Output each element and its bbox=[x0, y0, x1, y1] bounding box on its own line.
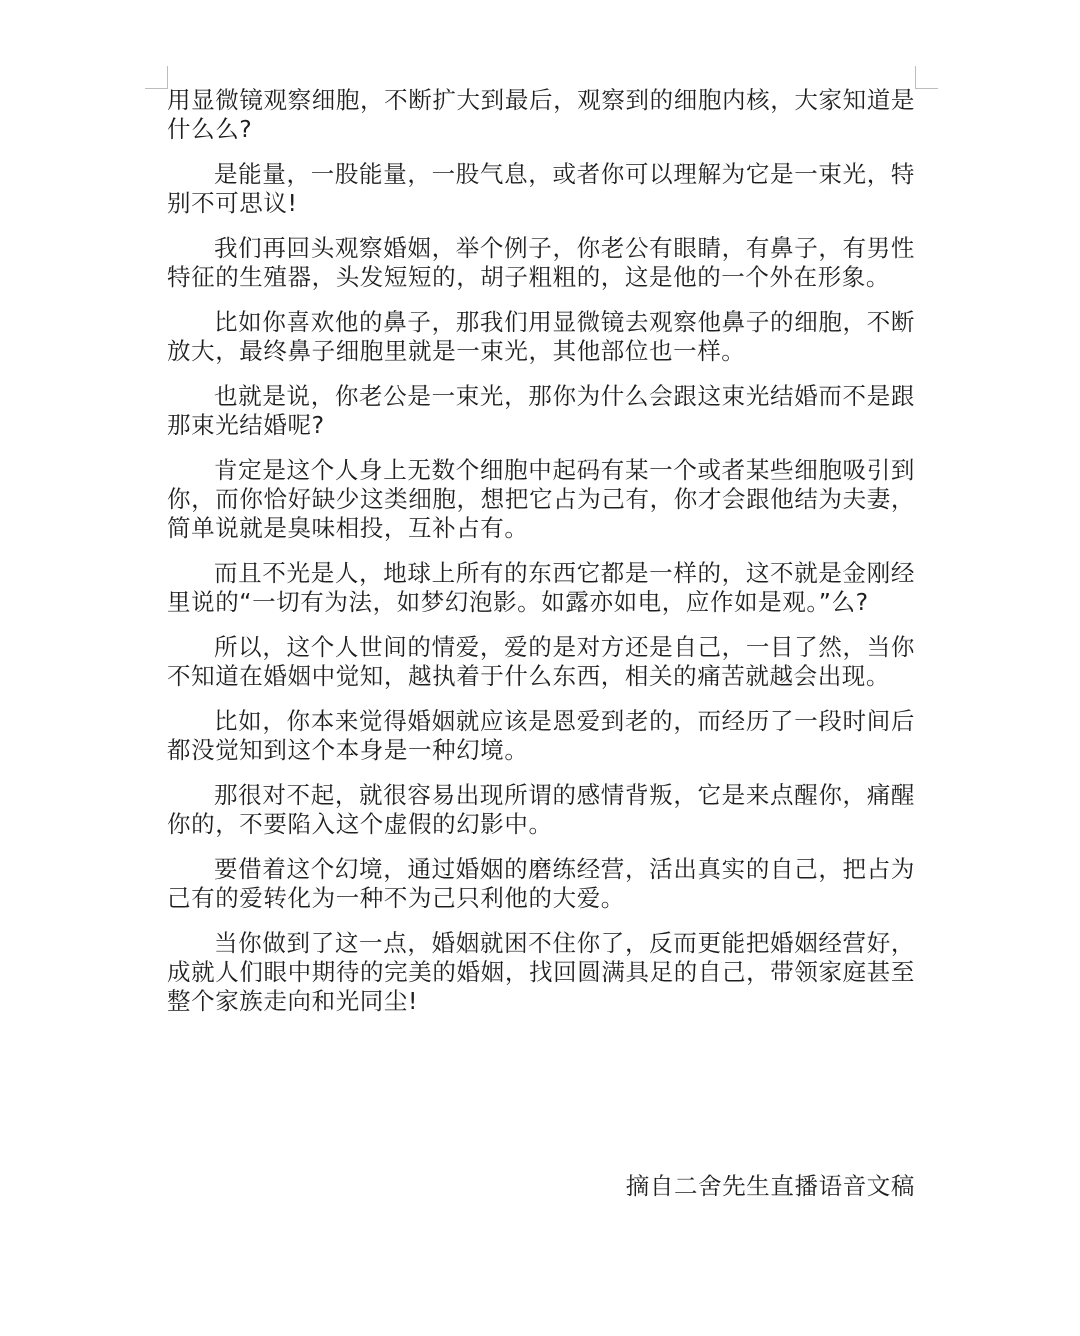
paragraph-12: 当你做到了这一点，婚姻就困不住你了，反而更能把婚姻经营好，成就人们眼中期待的完美的婚姻，找回圆满具足的自己，带领家庭甚至整个家族走向和光同尘! bbox=[167, 929, 915, 1015]
paragraph-6: 肯定是这个人身上无数个细胞中起码有某一个或者某些细胞吸引到你，而你恰好缺少这类细胞，想把它占为己有，你才会跟他结为夫妻，简单说就是臭味相投，互补占有。 bbox=[167, 456, 915, 542]
margin-corner-top-left bbox=[145, 66, 168, 89]
paragraph-9: 比如，你本来觉得婚姻就应该是恩爱到老的，而经历了一段时间后都没觉知到这个本身是一种幻境。 bbox=[167, 707, 915, 764]
paragraph-10: 那很对不起，就很容易出现所谓的感情背叛，它是来点醒你，痛醒你的，不要陷入这个虚假的幻影中。 bbox=[167, 781, 915, 838]
paragraph-1: 用显微镜观察细胞，不断扩大到最后，观察到的细胞内核，大家知道是什么么? bbox=[167, 86, 915, 143]
paragraph-4: 比如你喜欢他的鼻子，那我们用显微镜去观察他鼻子的细胞，不断放大，最终鼻子细胞里就是一束光，其他部位也一样。 bbox=[167, 308, 915, 365]
paragraph-2: 是能量，一股能量，一股气息，或者你可以理解为它是一束光，特别不可思议! bbox=[167, 160, 915, 217]
paragraph-11: 要借着这个幻境，通过婚姻的磨练经营，活出真实的自己，把占为己有的爱转化为一种不为己只利他的大爱。 bbox=[167, 855, 915, 912]
paragraph-3: 我们再回头观察婚姻，举个例子，你老公有眼睛，有鼻子，有男性特征的生殖器，头发短短的，胡子粗粗的，这是他的一个外在形象。 bbox=[167, 234, 915, 291]
paragraph-5: 也就是说，你老公是一束光，那你为什么会跟这束光结婚而不是跟那束光结婚呢? bbox=[167, 382, 915, 439]
source-signature: 摘自二舍先生直播语音文稿 bbox=[625, 1172, 915, 1200]
margin-corner-top-right bbox=[915, 66, 938, 89]
document-body bbox=[167, 86, 915, 1032]
paragraph-7: 而且不光是人，地球上所有的东西它都是一样的，这不就是金刚经里说的“一切有为法，如梦幻泡影。如露亦如电，应作如是观。”么? bbox=[167, 559, 915, 616]
paragraph-8: 所以，这个人世间的情爱，爱的是对方还是自己，一目了然，当你不知道在婚姻中觉知，越执着于什么东西，相关的痛苦就越会出现。 bbox=[167, 633, 915, 690]
